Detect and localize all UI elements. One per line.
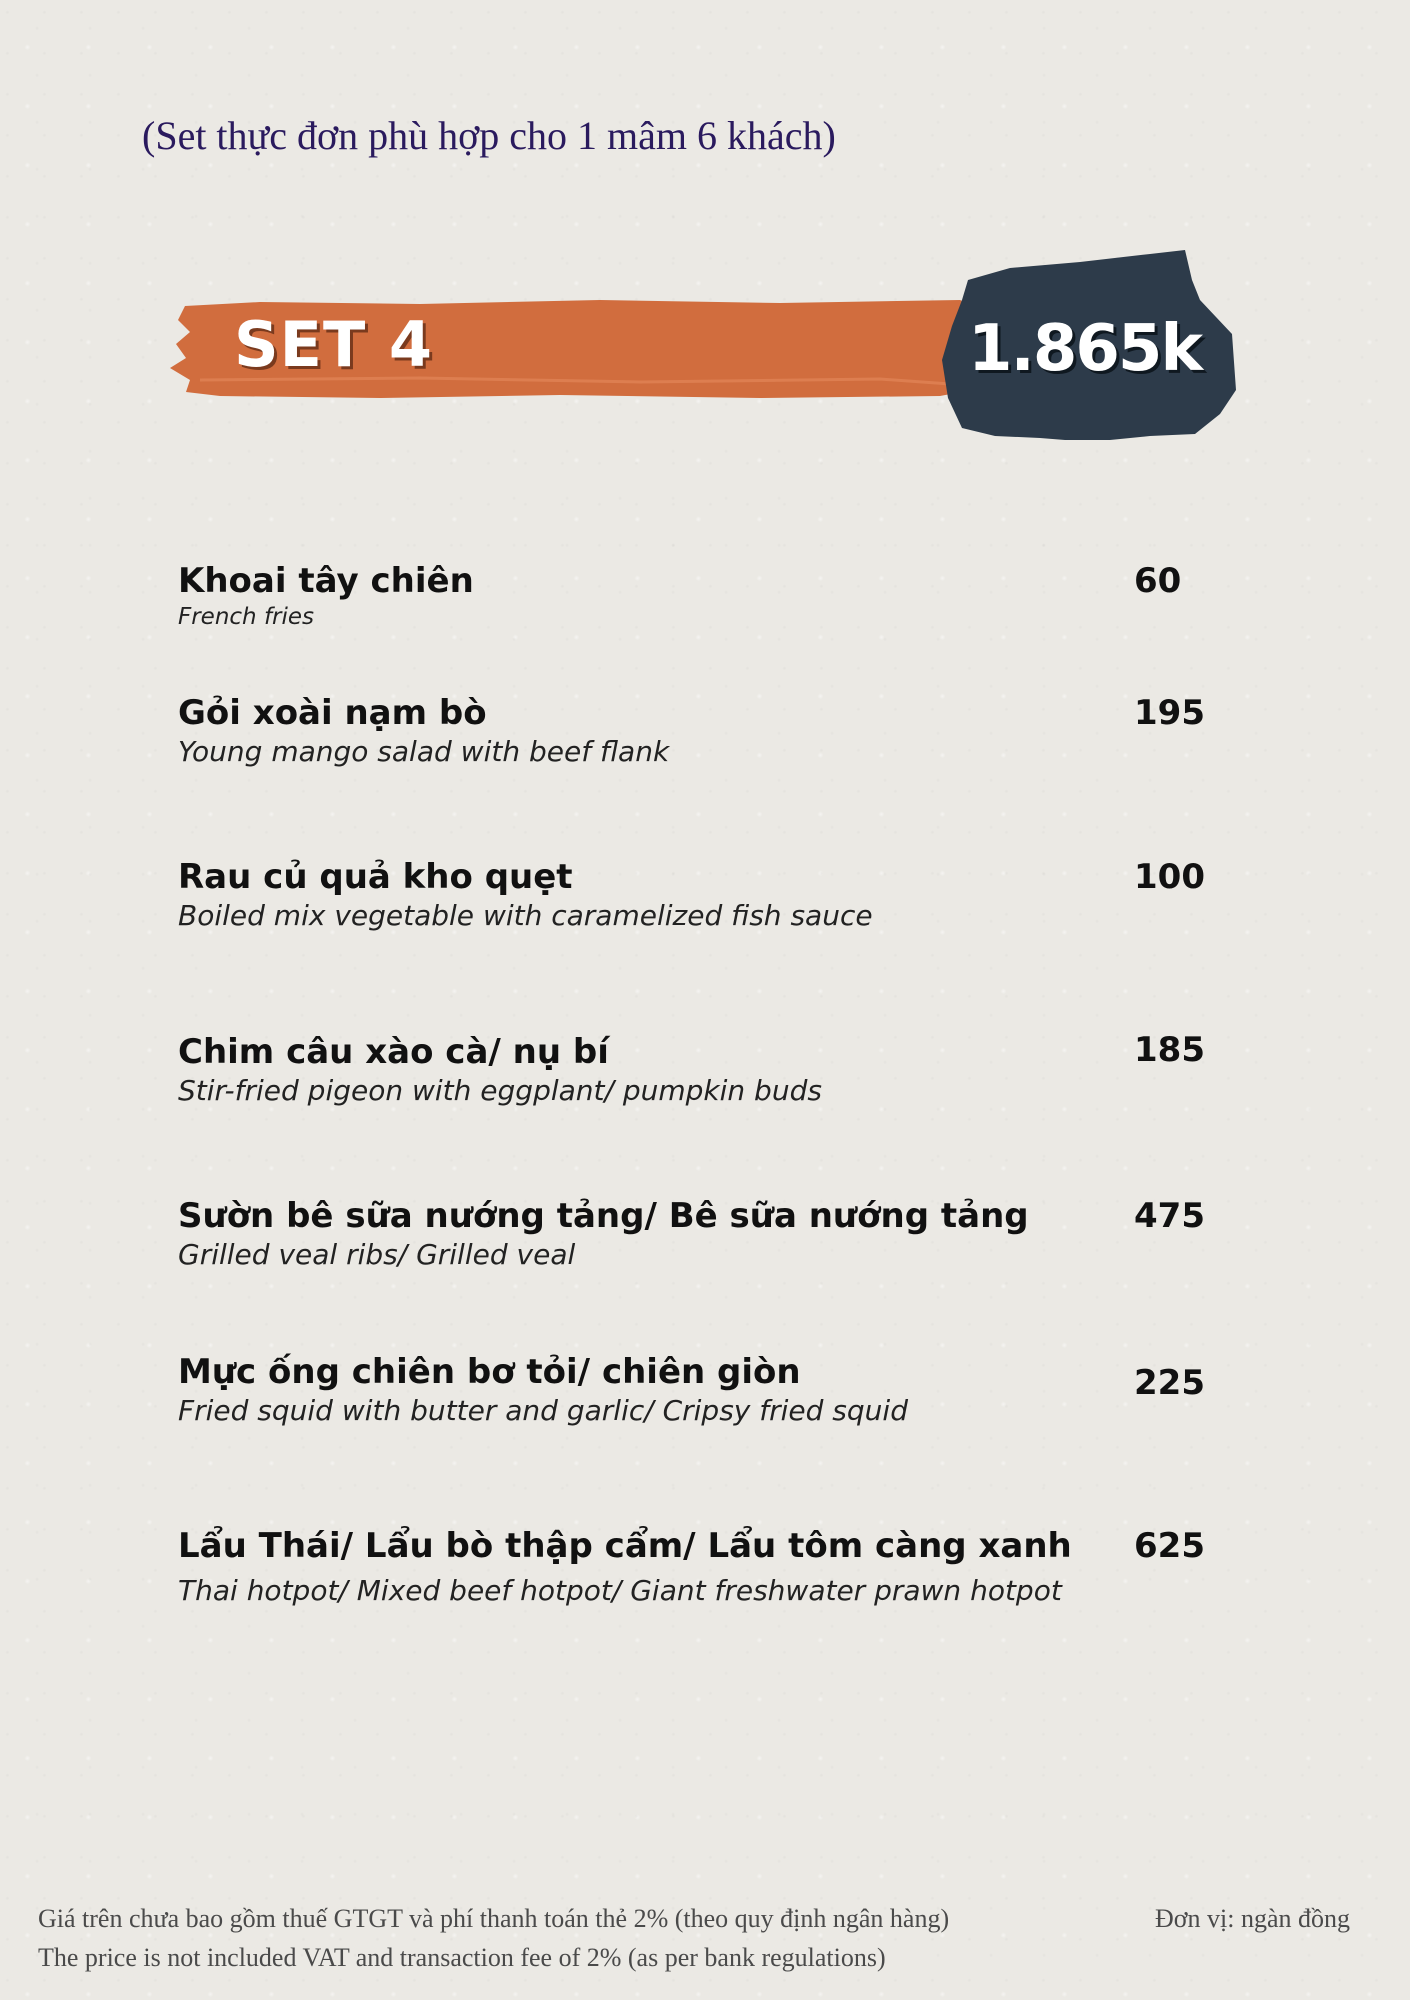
footer-note-vietnamese: Giá trên chưa bao gồm thuế GTGT và phí thanh toán thẻ 2% (theo quy định ngân hàng) bbox=[38, 1904, 950, 1933]
menu-item bbox=[178, 1525, 1238, 1609]
item-name: Khoai tây chiên bbox=[178, 561, 474, 601]
item-description: Young mango salad with beef flank bbox=[178, 735, 670, 768]
item-name: Chim câu xào cà/ nụ bí bbox=[178, 1032, 609, 1072]
item-price: 185 bbox=[1134, 1030, 1205, 1070]
item-price: 195 bbox=[1134, 693, 1205, 733]
item-price: 625 bbox=[1134, 1526, 1205, 1566]
item-description: Stir-fried pigeon with eggplant/ pumpkin buds bbox=[178, 1074, 822, 1107]
item-name: Lẩu Thái/ Lẩu bò thập cẩm/ Lẩu tôm càng xanh bbox=[178, 1526, 1072, 1566]
item-price: 225 bbox=[1134, 1363, 1205, 1403]
footer-note-english: The price is not included VAT and transaction fee of 2% (as per bank regulations) bbox=[38, 1943, 886, 1972]
item-name: Sườn bê sữa nướng tảng/ Bê sữa nướng tảng bbox=[178, 1196, 1029, 1236]
item-description: Boiled mix vegetable with caramelized fish sauce bbox=[178, 899, 873, 932]
menu-item bbox=[178, 856, 1238, 934]
menu-item bbox=[178, 560, 1238, 632]
item-description: Fried squid with butter and garlic/ Cripsy fried squid bbox=[178, 1394, 908, 1427]
set-label: SET 4 bbox=[234, 308, 434, 381]
menu-item bbox=[178, 692, 1238, 770]
set-price: 1.865k bbox=[968, 312, 1201, 386]
item-description: Thai hotpot/ Mixed beef hotpot/ Giant freshwater prawn hotpot bbox=[178, 1574, 1062, 1607]
item-price: 60 bbox=[1134, 561, 1182, 601]
item-name: Gỏi xoài nạm bò bbox=[178, 693, 487, 733]
item-price: 475 bbox=[1134, 1196, 1205, 1236]
item-description: French fries bbox=[178, 604, 315, 630]
menu-item bbox=[178, 1195, 1238, 1273]
menu-item bbox=[178, 1031, 1238, 1109]
currency-unit-note: Đơn vị: ngàn đồng bbox=[1154, 1904, 1350, 1933]
item-name: Rau củ quả kho quẹt bbox=[178, 857, 573, 897]
item-price: 100 bbox=[1134, 857, 1205, 897]
item-name: Mực ống chiên bơ tỏi/ chiên giòn bbox=[178, 1352, 801, 1392]
item-description: Grilled veal ribs/ Grilled veal bbox=[178, 1238, 576, 1271]
set-subtitle: (Set thực đơn phù hợp cho 1 mâm 6 khách) bbox=[142, 113, 836, 158]
menu-item bbox=[178, 1351, 1238, 1429]
